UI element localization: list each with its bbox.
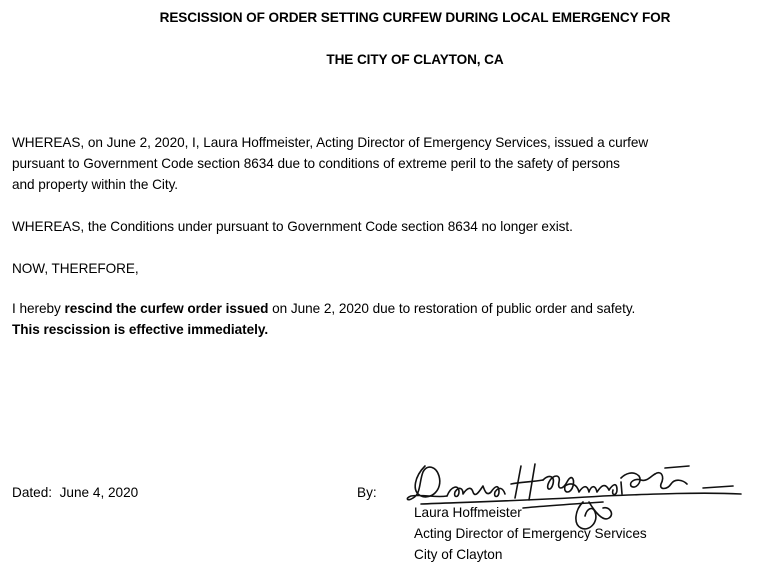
dated-label: Dated:	[12, 485, 53, 500]
document-title-line-2: THE CITY OF CLAYTON, CA	[326, 52, 504, 67]
signature-block	[414, 502, 647, 565]
whereas-1-line-3: and property within the City.	[12, 177, 179, 192]
by-label: By:	[357, 485, 377, 500]
whereas-paragraph-1	[12, 132, 648, 195]
order-effective-statement: This rescission is effective immediately.	[12, 322, 269, 337]
order-line-1	[12, 298, 635, 319]
dated-value: June 4, 2020	[59, 485, 139, 500]
dated-line	[12, 482, 138, 503]
whereas-1-line-2: pursuant to Government Code section 8634 due to conditions of extreme peril to the safety of persons	[12, 156, 620, 171]
whereas-paragraph-2	[12, 216, 573, 237]
order-bold-phrase: rescind the curfew order issued	[64, 301, 269, 316]
order-paragraph	[12, 298, 635, 340]
now-therefore-text: NOW, THEREFORE,	[12, 261, 139, 276]
whereas-2-text: WHEREAS, the Conditions under pursuant to Government Code section 8634 no longer exist.	[12, 219, 573, 234]
signer-name: Laura Hoffmeister	[414, 505, 522, 520]
order-prefix: I hereby	[12, 301, 65, 316]
signer-organization: City of Clayton	[414, 547, 503, 562]
now-therefore-paragraph	[12, 258, 139, 279]
signer-title: Acting Director of Emergency Services	[414, 526, 647, 541]
document-title-line-1: RESCISSION OF ORDER SETTING CURFEW DURING LOCAL EMERGENCY FOR	[159, 10, 671, 25]
order-suffix: on June 2, 2020 due to restoration of public order and safety.	[268, 301, 636, 316]
whereas-1-line-1: WHEREAS, on June 2, 2020, I, Laura Hoffmeister, Acting Director of Emergency Services, issued a curfew	[12, 135, 649, 150]
